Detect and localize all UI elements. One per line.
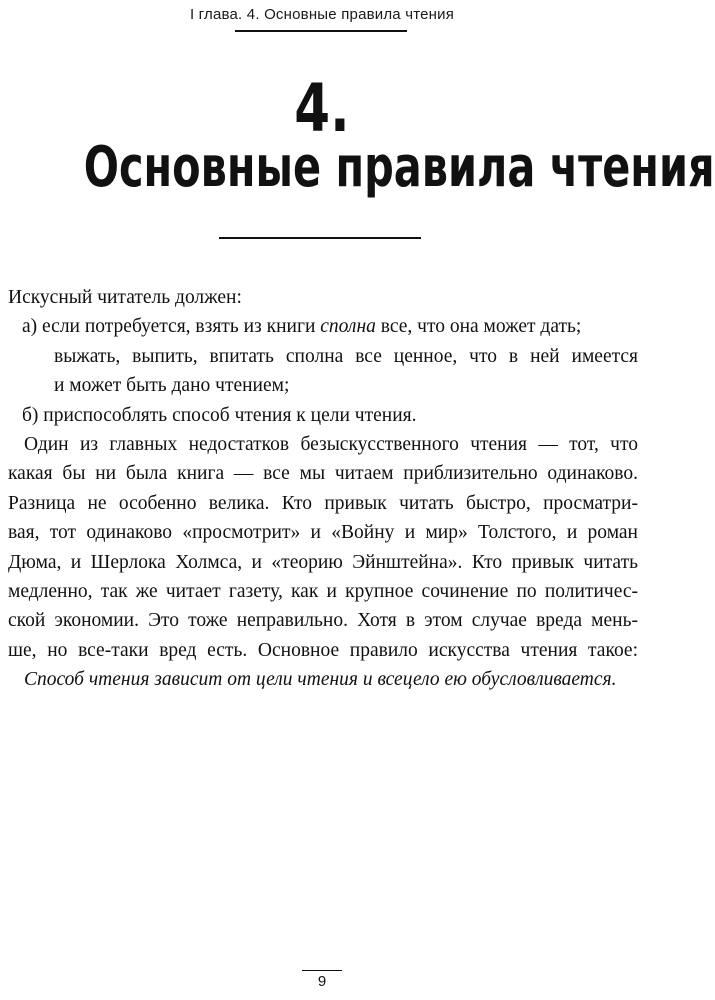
list-item-a-text-end: все, что она может дать; bbox=[375, 316, 582, 338]
page-number: 9 bbox=[317, 973, 327, 990]
paragraph-line: Один из главных недостатков безыскусственного чтения — тот, что bbox=[24, 433, 638, 455]
emphasis-word: сполна bbox=[320, 316, 376, 338]
paragraph-line: медленно, так же читает газету, как и крупное сочинение по политичес- bbox=[8, 580, 638, 602]
title-divider bbox=[219, 237, 421, 239]
paragraph-line: ше, но все-таки вред есть. Основное правило искусства чтения такое: bbox=[8, 639, 638, 661]
paragraph-line: Дюма, и Шерлока Холмса, и «теорию Эйнштейна». Кто привык читать bbox=[8, 551, 638, 573]
text-line: Искусный читатель должен: bbox=[8, 287, 242, 308]
chapter-number: 4. bbox=[294, 70, 350, 147]
chapter-title: Основные правила чтения bbox=[83, 135, 715, 200]
header-divider bbox=[235, 30, 407, 32]
list-item-a bbox=[8, 312, 638, 341]
paragraph-line: какая бы ни была книга — все мы читаем приблизительно одинаково. bbox=[8, 463, 638, 485]
list-item-a-text: а) если потребуется, взять из книги bbox=[22, 316, 321, 338]
paragraph-line: Разница не особенно велика. Кто привык читать быстро, просматри- bbox=[8, 492, 638, 514]
list-item-b: б) приспособлять способ чтения к цели чтения. bbox=[22, 404, 417, 426]
paragraph-line: вая, тот одинаково «просмотрит» и «Войну и мир» Толстого, и роман bbox=[8, 522, 638, 544]
list-item-a-continuation: выжать, выпить, впитать сполна все ценное, что в ней имеется bbox=[54, 345, 638, 367]
paragraph-line: ской экономии. Это тоже неправильно. Хотя в этом случае вреда мень- bbox=[8, 610, 638, 632]
body-text bbox=[8, 283, 638, 694]
rule-statement: Способ чтения зависит от цели чтения и всецело ею обусловливается. bbox=[24, 669, 617, 691]
running-head: I глава. 4. Основные правила чтения bbox=[189, 6, 455, 23]
footer-divider bbox=[302, 970, 342, 971]
list-item-a-continuation: и может быть дано чтением; bbox=[54, 375, 290, 397]
